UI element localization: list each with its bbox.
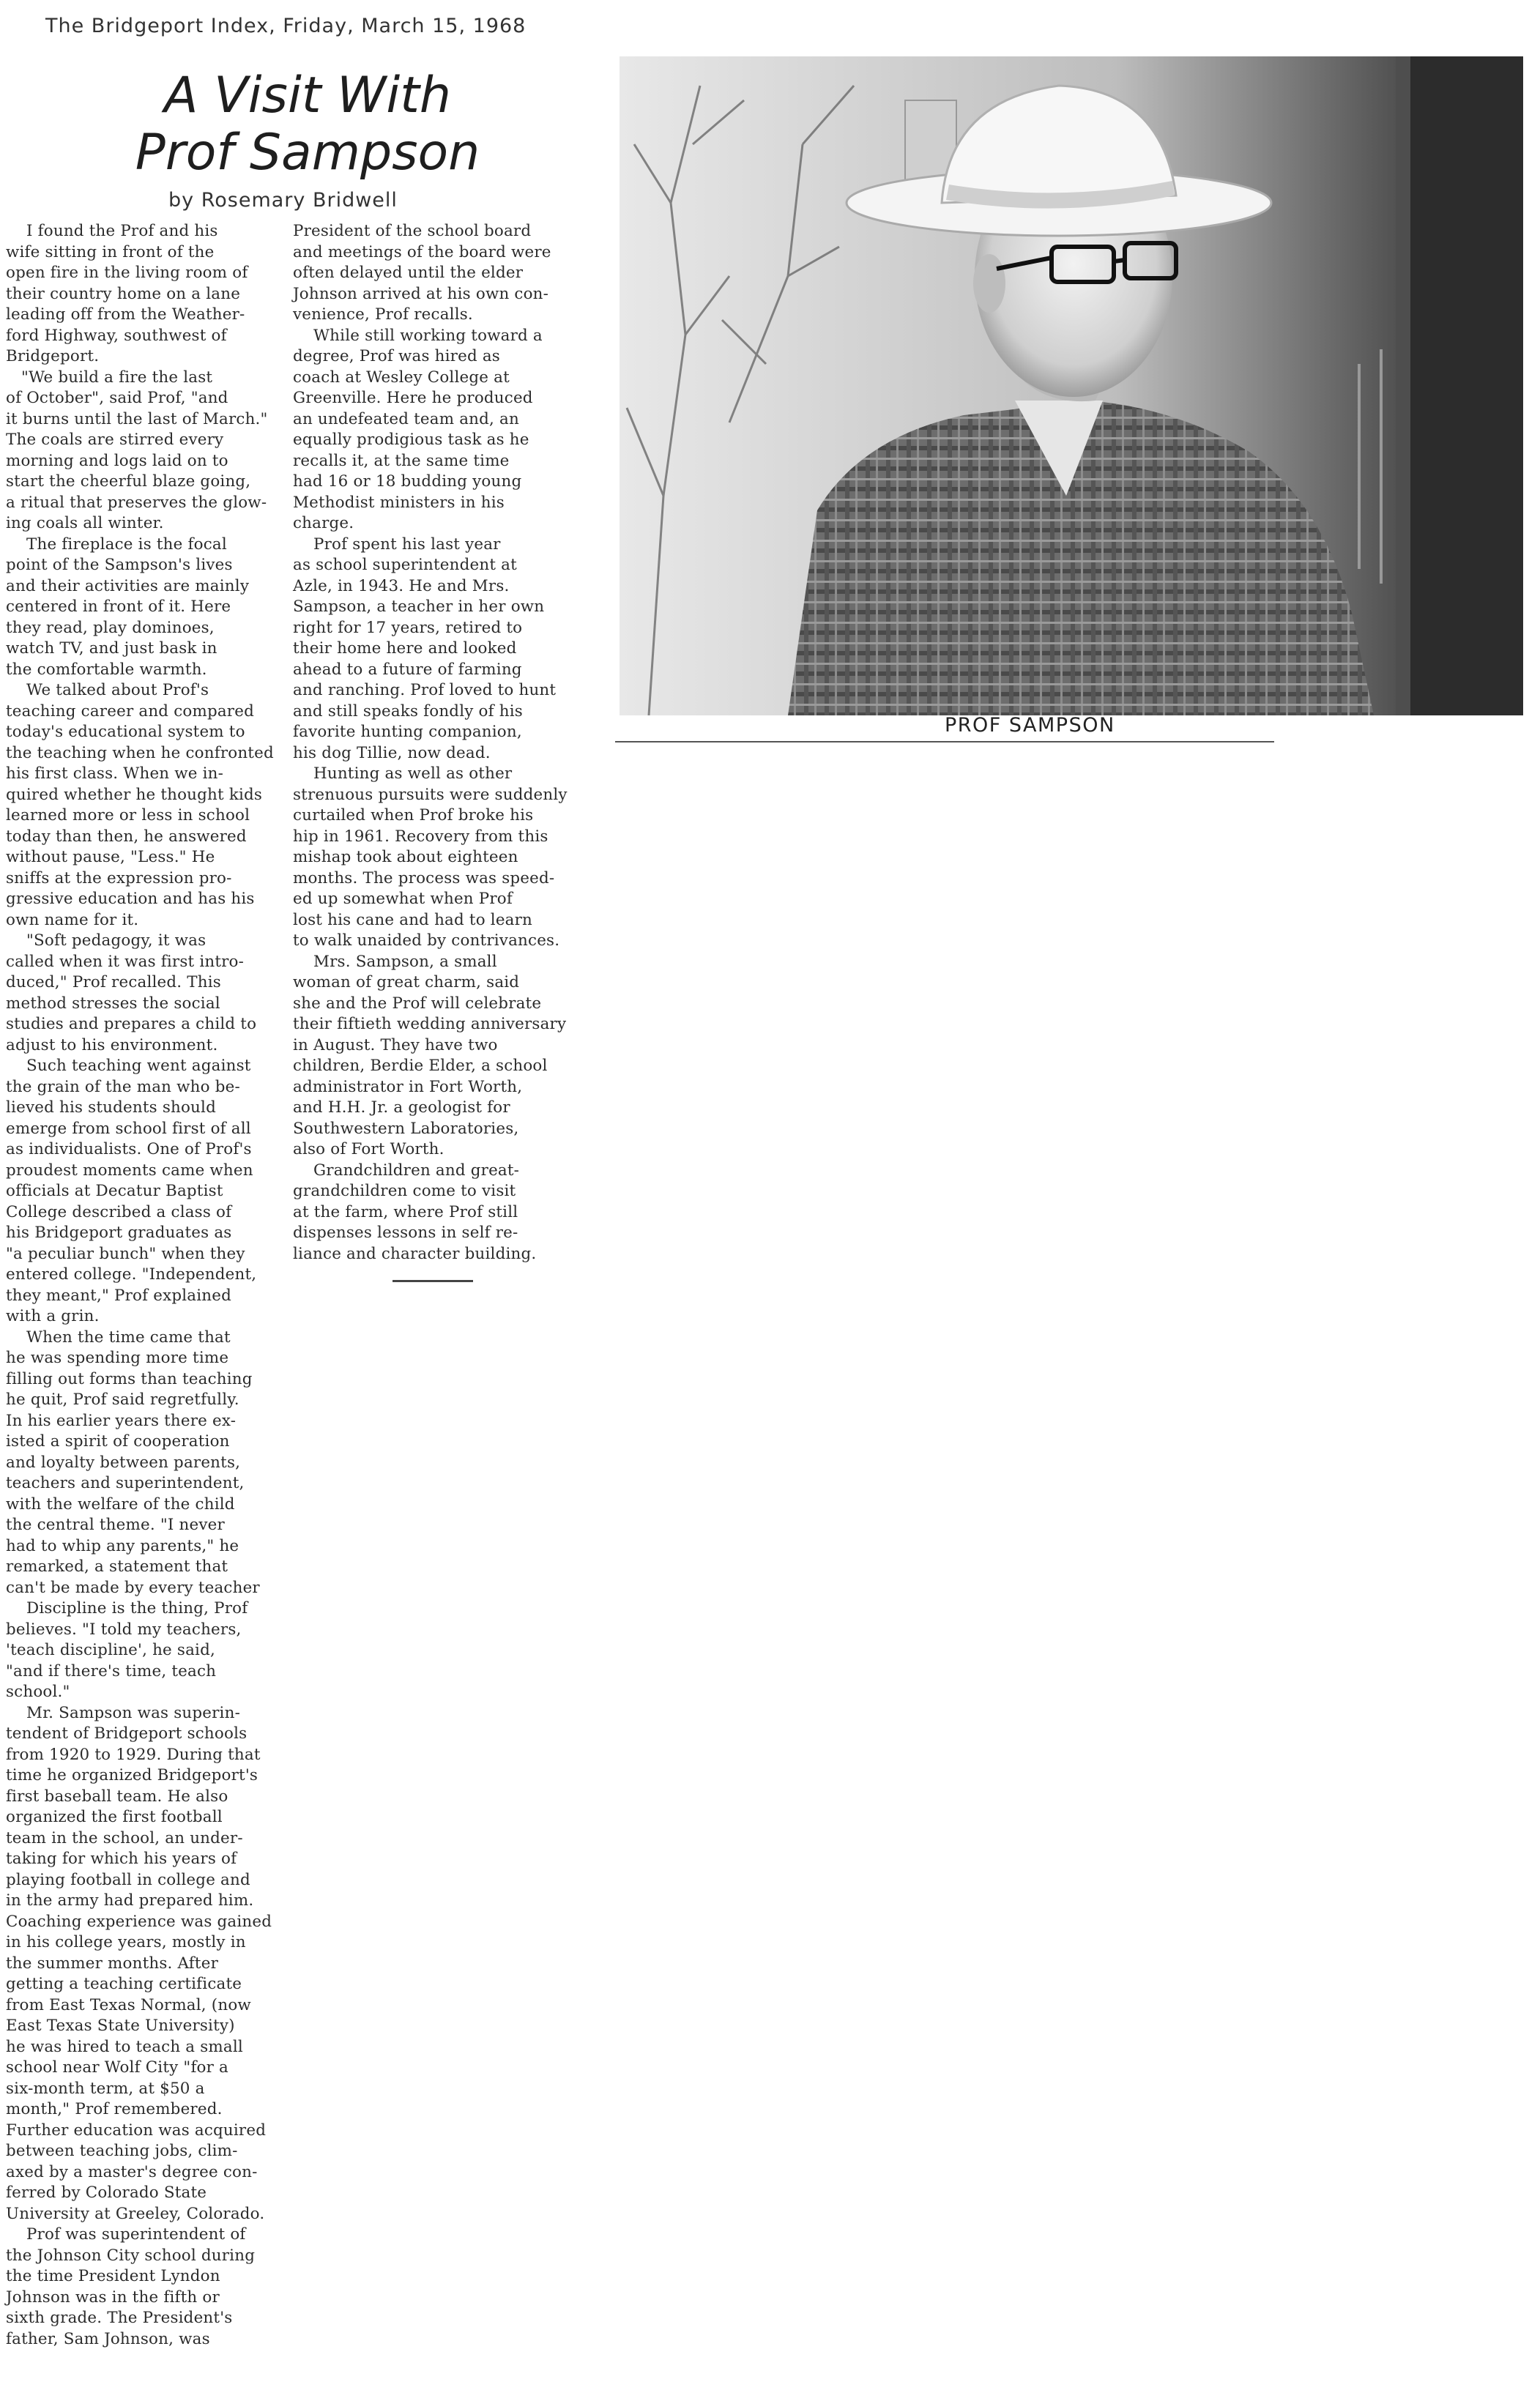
column1-line: remarked, a statement that xyxy=(6,1557,228,1576)
column2-line: Grandchildren and great- xyxy=(293,1161,520,1180)
column1-line: 'teach discipline', he said, xyxy=(6,1641,215,1659)
column2-line: Sampson, a teacher in her own xyxy=(293,598,545,616)
column2-line: administrator in Fort Worth, xyxy=(293,1077,523,1096)
column1-line: teaching career and compared xyxy=(6,701,254,721)
column1-line: filling out forms than teaching xyxy=(6,1369,253,1388)
column1-line: and loyalty between parents, xyxy=(6,1453,241,1472)
column2-line: liance and character building. xyxy=(293,1244,537,1263)
column1-line: axed by a master's degree con- xyxy=(6,2162,258,2181)
column1-line: they meant," Prof explained xyxy=(6,1286,232,1305)
column1-line: isted a spirit of cooperation xyxy=(6,1432,230,1451)
column2-line: she and the Prof will celebrate xyxy=(293,994,542,1013)
column1-line: duced," Prof recalled. This xyxy=(6,973,221,991)
column1-line: gressive education and has his xyxy=(6,890,255,908)
column1-line: ferred by Colorado State xyxy=(6,2184,207,2202)
column2-line: venience, Prof recalls. xyxy=(293,305,473,324)
column2-line: children, Berdie Elder, a school xyxy=(293,1057,548,1075)
column2-line: right for 17 years, retired to xyxy=(293,618,523,637)
column2-line: in August. They have two xyxy=(293,1035,498,1054)
column2-line: mishap took about eighteen xyxy=(293,848,518,866)
column2-line: Azle, in 1943. He and Mrs. xyxy=(293,576,510,595)
column1-line: his first class. When we in- xyxy=(6,764,224,783)
column1-line: sniffs at the expression pro- xyxy=(6,868,232,887)
column1-line: We talked about Prof's xyxy=(6,681,209,699)
column1-line: open fire in the living room of xyxy=(6,264,248,282)
column2-line: degree, Prof was hired as xyxy=(293,347,500,365)
headline-line-1: A Visit With xyxy=(163,67,452,124)
column2-line: an undefeated team and, an xyxy=(293,409,519,428)
column1-line: entered college. "Independent, xyxy=(6,1265,257,1284)
column1-line: Prof was superintendent of xyxy=(6,2225,246,2244)
masthead: The Bridgeport Index, Friday, March 15, 1968 xyxy=(45,15,527,37)
column1-line: centered in front of it. Here xyxy=(6,598,231,616)
column2-line: Prof spent his last year xyxy=(293,535,501,554)
column1-line: watch TV, and just bask in xyxy=(6,639,217,658)
column2-line: Southwestern Laboratories, xyxy=(293,1119,519,1138)
column1-line: tendent of Bridgeport schools xyxy=(6,1724,248,1743)
column2-line: his dog Tillie, now dead. xyxy=(293,743,491,762)
column1-line: "and if there's time, teach xyxy=(6,1661,217,1680)
column1-line: from 1920 to 1929. During that xyxy=(6,1745,261,1764)
column1-line: Further education was acquired xyxy=(6,2121,267,2140)
column2-line: and H.H. Jr. a geologist for xyxy=(293,1098,510,1117)
column2-line: ed up somewhat when Prof xyxy=(293,890,513,908)
column1-line: morning and logs laid on to xyxy=(6,451,228,470)
column1-line: team in the school, an under- xyxy=(6,1828,243,1847)
column1-line: the central theme. "I never xyxy=(6,1516,225,1534)
column2-line: and still speaks fondly of his xyxy=(293,701,523,721)
column1-line: first baseball team. He also xyxy=(6,1787,228,1806)
column1-line: month," Prof remembered. xyxy=(6,2100,223,2118)
column2-line: strenuous pursuits were suddenly xyxy=(293,785,568,804)
column1-line: University at Greeley, Colorado. xyxy=(6,2204,265,2223)
caption-rule xyxy=(615,741,1274,742)
column1-line: The fireplace is the focal xyxy=(6,535,227,554)
column2-line: favorite hunting companion, xyxy=(293,723,522,741)
column1-line: In his earlier years there ex- xyxy=(6,1411,237,1430)
column2-line: equally prodigious task as he xyxy=(293,431,529,449)
column1-line: school." xyxy=(6,1683,70,1701)
column1-line: Such teaching went against xyxy=(6,1057,251,1075)
column1-line: learned more or less in school xyxy=(6,806,250,824)
column1-line: he was spending more time xyxy=(6,1349,229,1367)
column1-line: organized the first football xyxy=(6,1808,223,1826)
column2-line: months. The process was speed- xyxy=(293,868,555,887)
headline-line-2: Prof Sampson xyxy=(135,124,480,182)
column1-line: getting a teaching certificate xyxy=(6,1975,242,1993)
column1-line: When the time came that xyxy=(6,1328,231,1347)
column1-line: the comfortable warmth. xyxy=(6,660,207,679)
column1-line: and their activities are mainly xyxy=(6,576,250,595)
column1-line: I found the Prof and his xyxy=(6,222,218,240)
column1-line: leading off from the Weather- xyxy=(6,305,245,324)
column1-line: called when it was first intro- xyxy=(6,952,245,971)
column2-line: curtailed when Prof broke his xyxy=(293,806,534,824)
column1-line: father, Sam Johnson, was xyxy=(6,2329,210,2348)
column1-line: "a peculiar bunch" when they xyxy=(6,1244,245,1263)
column2-line: at the farm, where Prof still xyxy=(293,1202,518,1221)
column2-line: Methodist ministers in his xyxy=(293,493,505,512)
column1-line: own name for it. xyxy=(6,910,139,929)
column1-line: Coaching experience was gained xyxy=(6,1912,272,1931)
article-column-2 xyxy=(293,221,615,1265)
column2-line: Mrs. Sampson, a small xyxy=(293,952,497,971)
column2-line: Hunting as well as other xyxy=(293,764,513,783)
article-column-1 xyxy=(6,221,313,2350)
column1-line: he quit, Prof said regretfully. xyxy=(6,1391,239,1409)
column1-line: between teaching jobs, clim- xyxy=(6,2142,238,2160)
column1-line: Mr. Sampson was superin- xyxy=(6,1703,241,1722)
column1-line: today's educational system to xyxy=(6,723,245,741)
column1-line: teachers and superintendent, xyxy=(6,1474,245,1492)
column2-line: grandchildren come to visit xyxy=(293,1182,516,1200)
column1-line: emerge from school first of all xyxy=(6,1119,251,1138)
column1-line: ford Highway, southwest of xyxy=(6,326,227,345)
column1-line: had to whip any parents," he xyxy=(6,1536,239,1555)
column1-line: The coals are stirred every xyxy=(6,431,224,449)
column1-line: it burns until the last of March." xyxy=(6,409,268,428)
column1-line: Johnson was in the fifth or xyxy=(6,2288,220,2307)
column2-line: ahead to a future of farming xyxy=(293,660,522,679)
column2-line: President of the school board xyxy=(293,222,532,240)
column1-line: lieved his students should xyxy=(6,1098,216,1117)
column1-line: with the welfare of the child xyxy=(6,1494,235,1514)
column1-line: "We build a fire the last xyxy=(6,368,213,387)
column1-line: their country home on a lane xyxy=(6,284,241,303)
column1-line: believes. "I told my teachers, xyxy=(6,1620,242,1639)
column1-line: wife sitting in front of the xyxy=(6,242,215,261)
column2-line: lost his cane and had to learn xyxy=(293,910,533,929)
column1-line: East Texas State University) xyxy=(6,2017,235,2035)
column2-line: also of Fort Worth. xyxy=(293,1140,444,1158)
column1-line: with a grin. xyxy=(6,1307,100,1325)
column2-line: While still working toward a xyxy=(293,326,543,345)
column1-line: quired whether he thought kids xyxy=(6,785,263,804)
column1-line: sixth grade. The President's xyxy=(6,2309,233,2327)
column1-line: the teaching when he confronted xyxy=(6,743,274,762)
column1-line: school near Wolf City "for a xyxy=(6,2058,229,2077)
column1-line: from East Texas Normal, (now xyxy=(6,1995,251,2014)
column1-line: six-month term, at $50 a xyxy=(6,2079,205,2098)
column2-line: Johnson arrived at his own con- xyxy=(293,284,549,303)
column1-line: his Bridgeport graduates as xyxy=(6,1224,232,1242)
column1-line: the time President Lyndon xyxy=(6,2267,220,2285)
column1-line: start the cheerful blaze going, xyxy=(6,472,251,491)
column2-line: and ranching. Prof loved to hunt xyxy=(293,681,557,699)
column1-line: they read, play dominoes, xyxy=(6,618,215,637)
column1-line: proudest moments came when xyxy=(6,1161,253,1180)
column2-line: hip in 1961. Recovery from this xyxy=(293,827,548,846)
column1-line: can't be made by every teacher xyxy=(6,1578,260,1597)
column1-line: adjust to his environment. xyxy=(6,1035,218,1054)
end-of-article-rule xyxy=(393,1280,473,1282)
column1-line: the Johnson City school during xyxy=(6,2246,256,2265)
column2-line: Greenville. Here he produced xyxy=(293,389,533,407)
column1-line: Bridgeport. xyxy=(6,347,100,365)
column1-line: in the army had prepared him. xyxy=(6,1891,254,1910)
column2-line: recalls it, at the same time xyxy=(293,451,510,470)
column2-line: their home here and looked xyxy=(293,639,517,658)
column1-line: without pause, "Less." He xyxy=(6,848,215,866)
column2-line: often delayed until the elder xyxy=(293,264,524,282)
column2-line: woman of great charm, said xyxy=(293,973,520,991)
column2-line: charge. xyxy=(293,514,354,532)
column1-line: ing coals all winter. xyxy=(6,514,164,532)
column2-line: had 16 or 18 budding young xyxy=(293,472,522,491)
column1-line: the summer months. After xyxy=(6,1954,218,1973)
column1-line: as individualists. One of Prof's xyxy=(6,1140,252,1158)
column1-line: of October", said Prof, "and xyxy=(6,389,228,407)
column2-line: as school superintendent at xyxy=(293,556,517,574)
column1-line: studies and prepares a child to xyxy=(6,1015,257,1033)
headline xyxy=(73,67,542,182)
column1-line: the grain of the man who be- xyxy=(6,1077,240,1096)
column1-line: today than then, he answered xyxy=(6,827,247,846)
portrait-photo xyxy=(620,56,1523,715)
column1-line: method stresses the social xyxy=(6,994,220,1013)
photo-caption: PROF SAMPSON xyxy=(945,714,1115,737)
column1-line: he was hired to teach a small xyxy=(6,2037,243,2056)
column1-line: College described a class of xyxy=(6,1202,232,1221)
column1-line: "Soft pedagogy, it was xyxy=(6,931,207,950)
column2-line: coach at Wesley College at xyxy=(293,368,510,387)
column2-line: dispenses lessons in self re- xyxy=(293,1224,518,1242)
column1-line: officials at Decatur Baptist xyxy=(6,1182,223,1200)
column1-line: Discipline is the thing, Prof xyxy=(6,1599,248,1618)
column1-line: point of the Sampson's lives xyxy=(6,556,233,574)
column1-line: taking for which his years of xyxy=(6,1850,237,1868)
column2-line: their fiftieth wedding anniversary xyxy=(293,1015,567,1033)
column1-line: playing football in college and xyxy=(6,1870,250,1889)
column1-line: a ritual that preserves the glow- xyxy=(6,493,267,512)
column1-line: time he organized Bridgeport's xyxy=(6,1766,258,1784)
byline: by Rosemary Bridwell xyxy=(168,189,398,212)
column2-line: to walk unaided by contrivances. xyxy=(293,931,560,950)
column2-line: and meetings of the board were xyxy=(293,242,551,261)
column1-line: in his college years, mostly in xyxy=(6,1933,246,1951)
